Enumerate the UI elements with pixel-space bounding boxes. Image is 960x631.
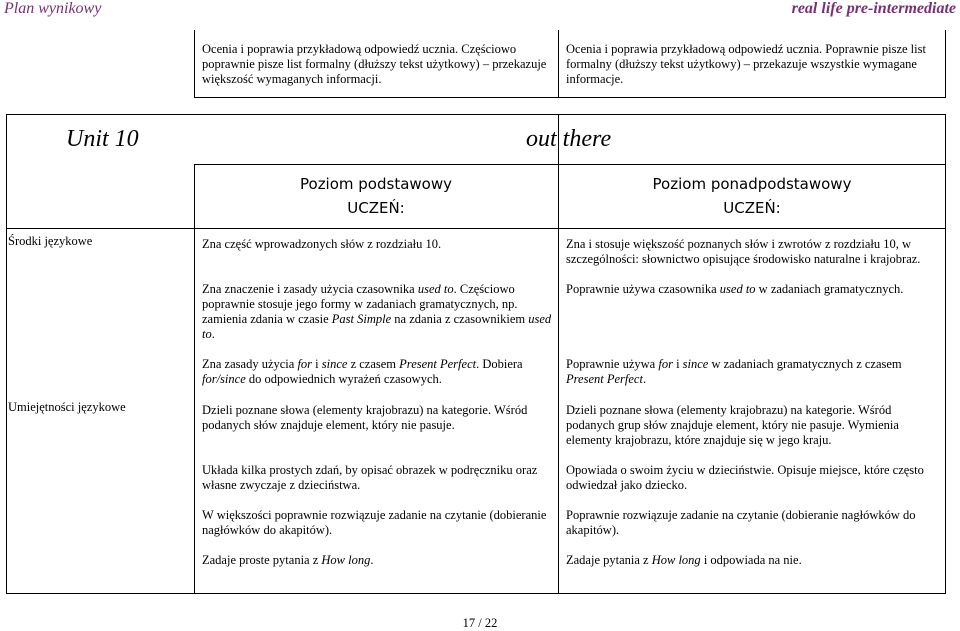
row5-advanced: Opowiada o swoim życiu w dzieciństwie. Opisuje miejsce, które często odwiedzał jako dziecko. [566, 463, 924, 492]
row2-basic: Zna znaczenie i zasady użycia czasownika used to. Częściowo poprawnie stosuje jego formy w zadaniach gramatycznych, np. zamienia zdania w czasie Past Simple na zdania z czasownikiem used to. [202, 282, 552, 341]
row2-advanced: Poprawnie używa czasownika used to w zadaniach gramatycznych. [566, 282, 904, 296]
row1-advanced: Zna i stosuje większość poznanych słów i zwrotów z rozdziału 10, w szczególności: słownictwo opisujące środowisko naturalne i krajobraz. [566, 237, 921, 266]
unit-number: Unit 10 [66, 126, 139, 152]
table-border-col1 [194, 164, 195, 594]
row3-basic: Zna zasady użycia for i since z czasem Present Perfect. Dobiera for/since do odpowiednich wyrażeń czasowych. [202, 357, 523, 386]
row3-advanced: Poprawnie używa for i since w zadaniach gramatycznych z czasem Present Perfect. [566, 357, 902, 386]
table-border-right-top [945, 30, 946, 98]
header-title-right: real life pre-intermediate [791, 0, 956, 17]
row1-basic: Zna część wprowadzonych słów z rozdziału 10. [202, 237, 442, 251]
table-border-top-main [6, 114, 946, 115]
table-border-level-top [194, 164, 946, 165]
row6-advanced: Poprawnie rozwiązuje zadanie na czytanie (dobieranie nagłówków do akapitów). [566, 508, 916, 537]
row5-basic: Układa kilka prostych zdań, by opisać obrazek w podręczniku oraz własne zwyczaje z dzieciństwa. [202, 463, 538, 492]
level-basic-header [194, 172, 558, 220]
header-title-left: Plan wynikowy [4, 0, 102, 17]
row7-advanced: Zadaje pytania z How long i odpowiada na nie. [566, 553, 802, 567]
level-advanced-sub: UCZEŃ: [723, 199, 781, 217]
level-advanced-header [558, 172, 946, 220]
table-border-mid-top [558, 30, 559, 98]
level-basic-sub: UCZEŃ: [347, 199, 405, 217]
unit-title: out there [526, 126, 612, 152]
top-row-basic: Ocenia i poprawia przykładową odpowiedź ucznia. Częściowo poprawnie pisze list formalny (dłuższy tekst użytkowy) – przekazuje większość wymaganych informacji. [202, 42, 547, 86]
table-border-left-top [194, 30, 195, 98]
level-basic-title: Poziom podstawowy [300, 175, 452, 193]
table-border-left-main [6, 114, 7, 594]
table-border-bottom-top [194, 97, 946, 98]
page-header [0, 0, 960, 22]
top-row-advanced: Ocenia i poprawia przykładową odpowiedź ucznia. Poprawnie pisze list formalny (dłuższy tekst użytkowy) – przekazuje wszystkie wymagane informacje. [566, 42, 926, 86]
category-language-means: Środki językowe [8, 234, 93, 248]
category-language-skills: Umiejętności językowe [8, 400, 126, 414]
row7-basic: Zadaje proste pytania z How long. [202, 553, 374, 567]
row6-basic: W większości poprawnie rozwiązuje zadanie na czytanie (dobieranie nagłówków do akapitów). [202, 508, 547, 537]
row4-advanced: Dzieli poznane słowa (elementy krajobrazu) na kategorie. Wśród podanych grup słów znajduje element, który nie pasuje. Wymienia elementy krajobrazu, które znajduje się w jego kraju. [566, 403, 899, 447]
table-border-level-bottom [6, 228, 946, 229]
row4-basic: Dzieli poznane słowa (elementy krajobrazu) na kategorie. Wśród podanych słów znajduje element, który nie pasuje. [202, 403, 528, 432]
level-advanced-title: Poziom ponadpodstawowy [652, 175, 852, 193]
table-border-bottom-main [6, 593, 946, 594]
page-number: 17 / 22 [462, 616, 498, 630]
